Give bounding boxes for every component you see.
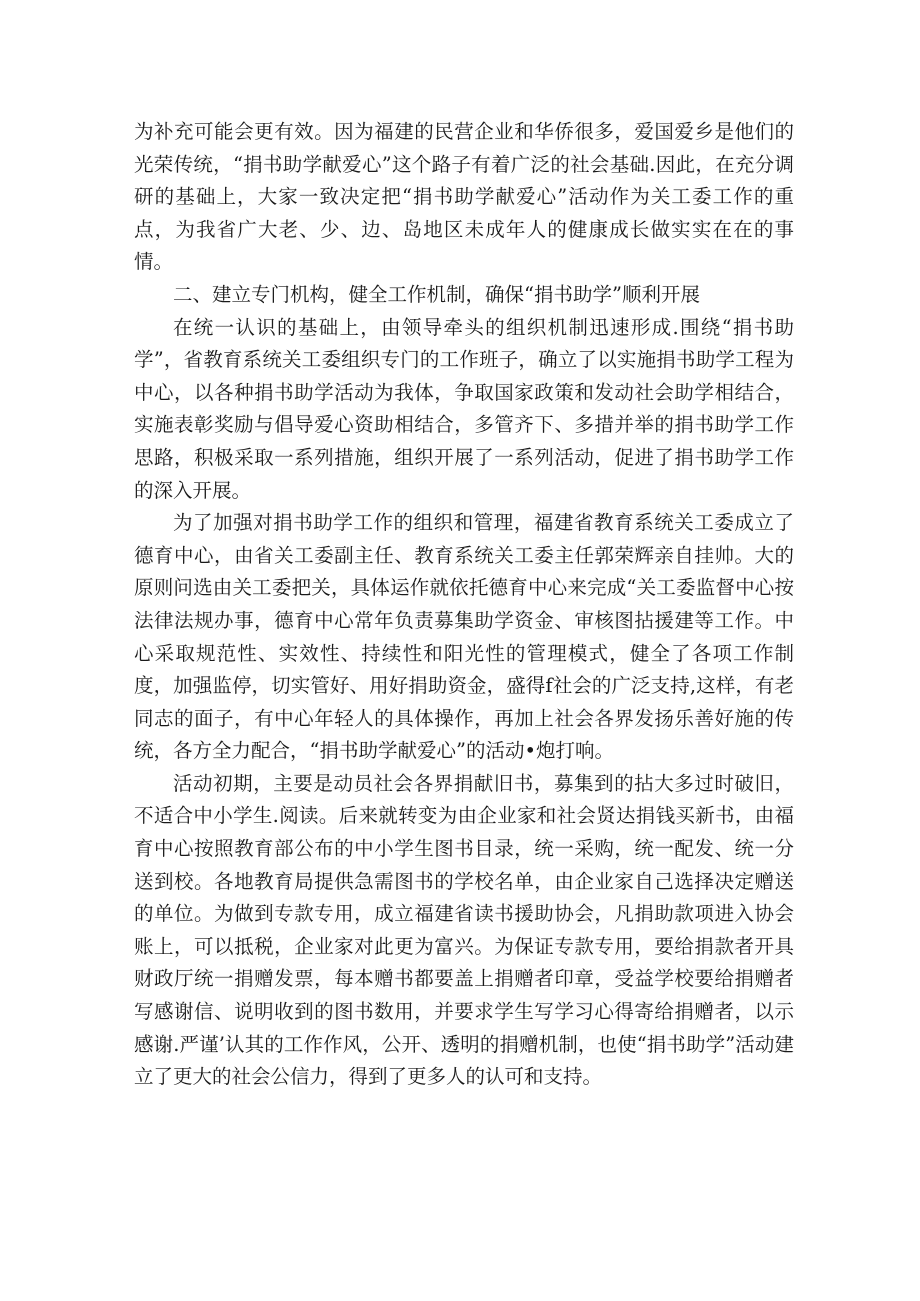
paragraph: 为了加强对捐书助学工作的组织和管理，福建省教育系统关工委成立了德育中心，由省关工委副主任、教育系统关工委主任郭荣辉亲自挂帅。大的原则问选由关工委把关，具体运作就依托德育中心来完成“关工委监督中心按法律法规办事，德育中心常年负责募集助学资金、审核图拈援建等工作。中心采取规范性、实效性、持续性和阳光性的管理模式，健全了各项工作制度，加强监停，切实管好、用好捐助资金，盛得f社会的广泛支持,这样，有老同志的面子，有中心年轻人的具体操作，再加上社会各界发扬乐善好施的传统，各方全力配合，“捐书助学献爱心”的活动•炮打响。 bbox=[134, 511, 794, 763]
paragraph-continuation: 为补充可能会更有效。因为福建的民营企业和华侨很多，爱国爱乡是他们的光荣传统，“捐书助学献爱心”这个路子有着广泛的社会基础.因此，在充分调研的基础上，大家一致决定把“捐书助学献爱心”活动作为关工委工作的重点，为我省广大老、少、边、岛地区未成年人的健康成长做实实在在的事情。 bbox=[134, 120, 794, 274]
section-heading: 二、建立专门机构，健全工作机制，确保“捐书助学”顺利开展 bbox=[173, 282, 700, 306]
paragraph: 在统一认识的基础上，由领导牵头的组织机制迅速形成.围绕“捐书助学”，省教育系统关工委组织专门的工作班子，确立了以实施捐书助学工程为中心，以各种捐书助学活动为我体，争取国家政策和发动社会助学相结合，实施表彰奖励与倡导爱心资助相结合，多管齐下、多措并举的捐书助学工作思路，积极采取一系列措施，组织开展了一系列活动，促进了捐书助学工作的深入开展。 bbox=[134, 315, 794, 502]
document-body bbox=[134, 116, 794, 1094]
paragraph: 活动初期，主要是动员社会各界捐献旧书，募集到的拈大多过时破旧，不适合中小学生.阅读。后来就转变为由企业家和社会贤达捐钱买新书，由福育中心按照教育部公布的中小学生图书目录，统一采购，统一配发、统一分送到校。各地教育局提供急需图书的学校名单，由企业家自己选择决定赠送的单位。为做到专款专用，成立福建省读书援助协会，凡捐助款项进入协会账上，可以抵税，企业家对此更为富兴。为保证专款专用，要给捐款者开具财政厅统一捐赠发票，每本赠书都要盖上捐赠者印章，受益学校要给捐赠者写感谢信、说明收到的图书数用，并要求学生写学习心得寄给捐赠者，以示感谢.严谨’认其的工作作风，公开、透明的捐赠机制，也使“捐书助学”活动建立了更大的社会公信力，得到了更多人的认可和支持。 bbox=[134, 771, 794, 1089]
